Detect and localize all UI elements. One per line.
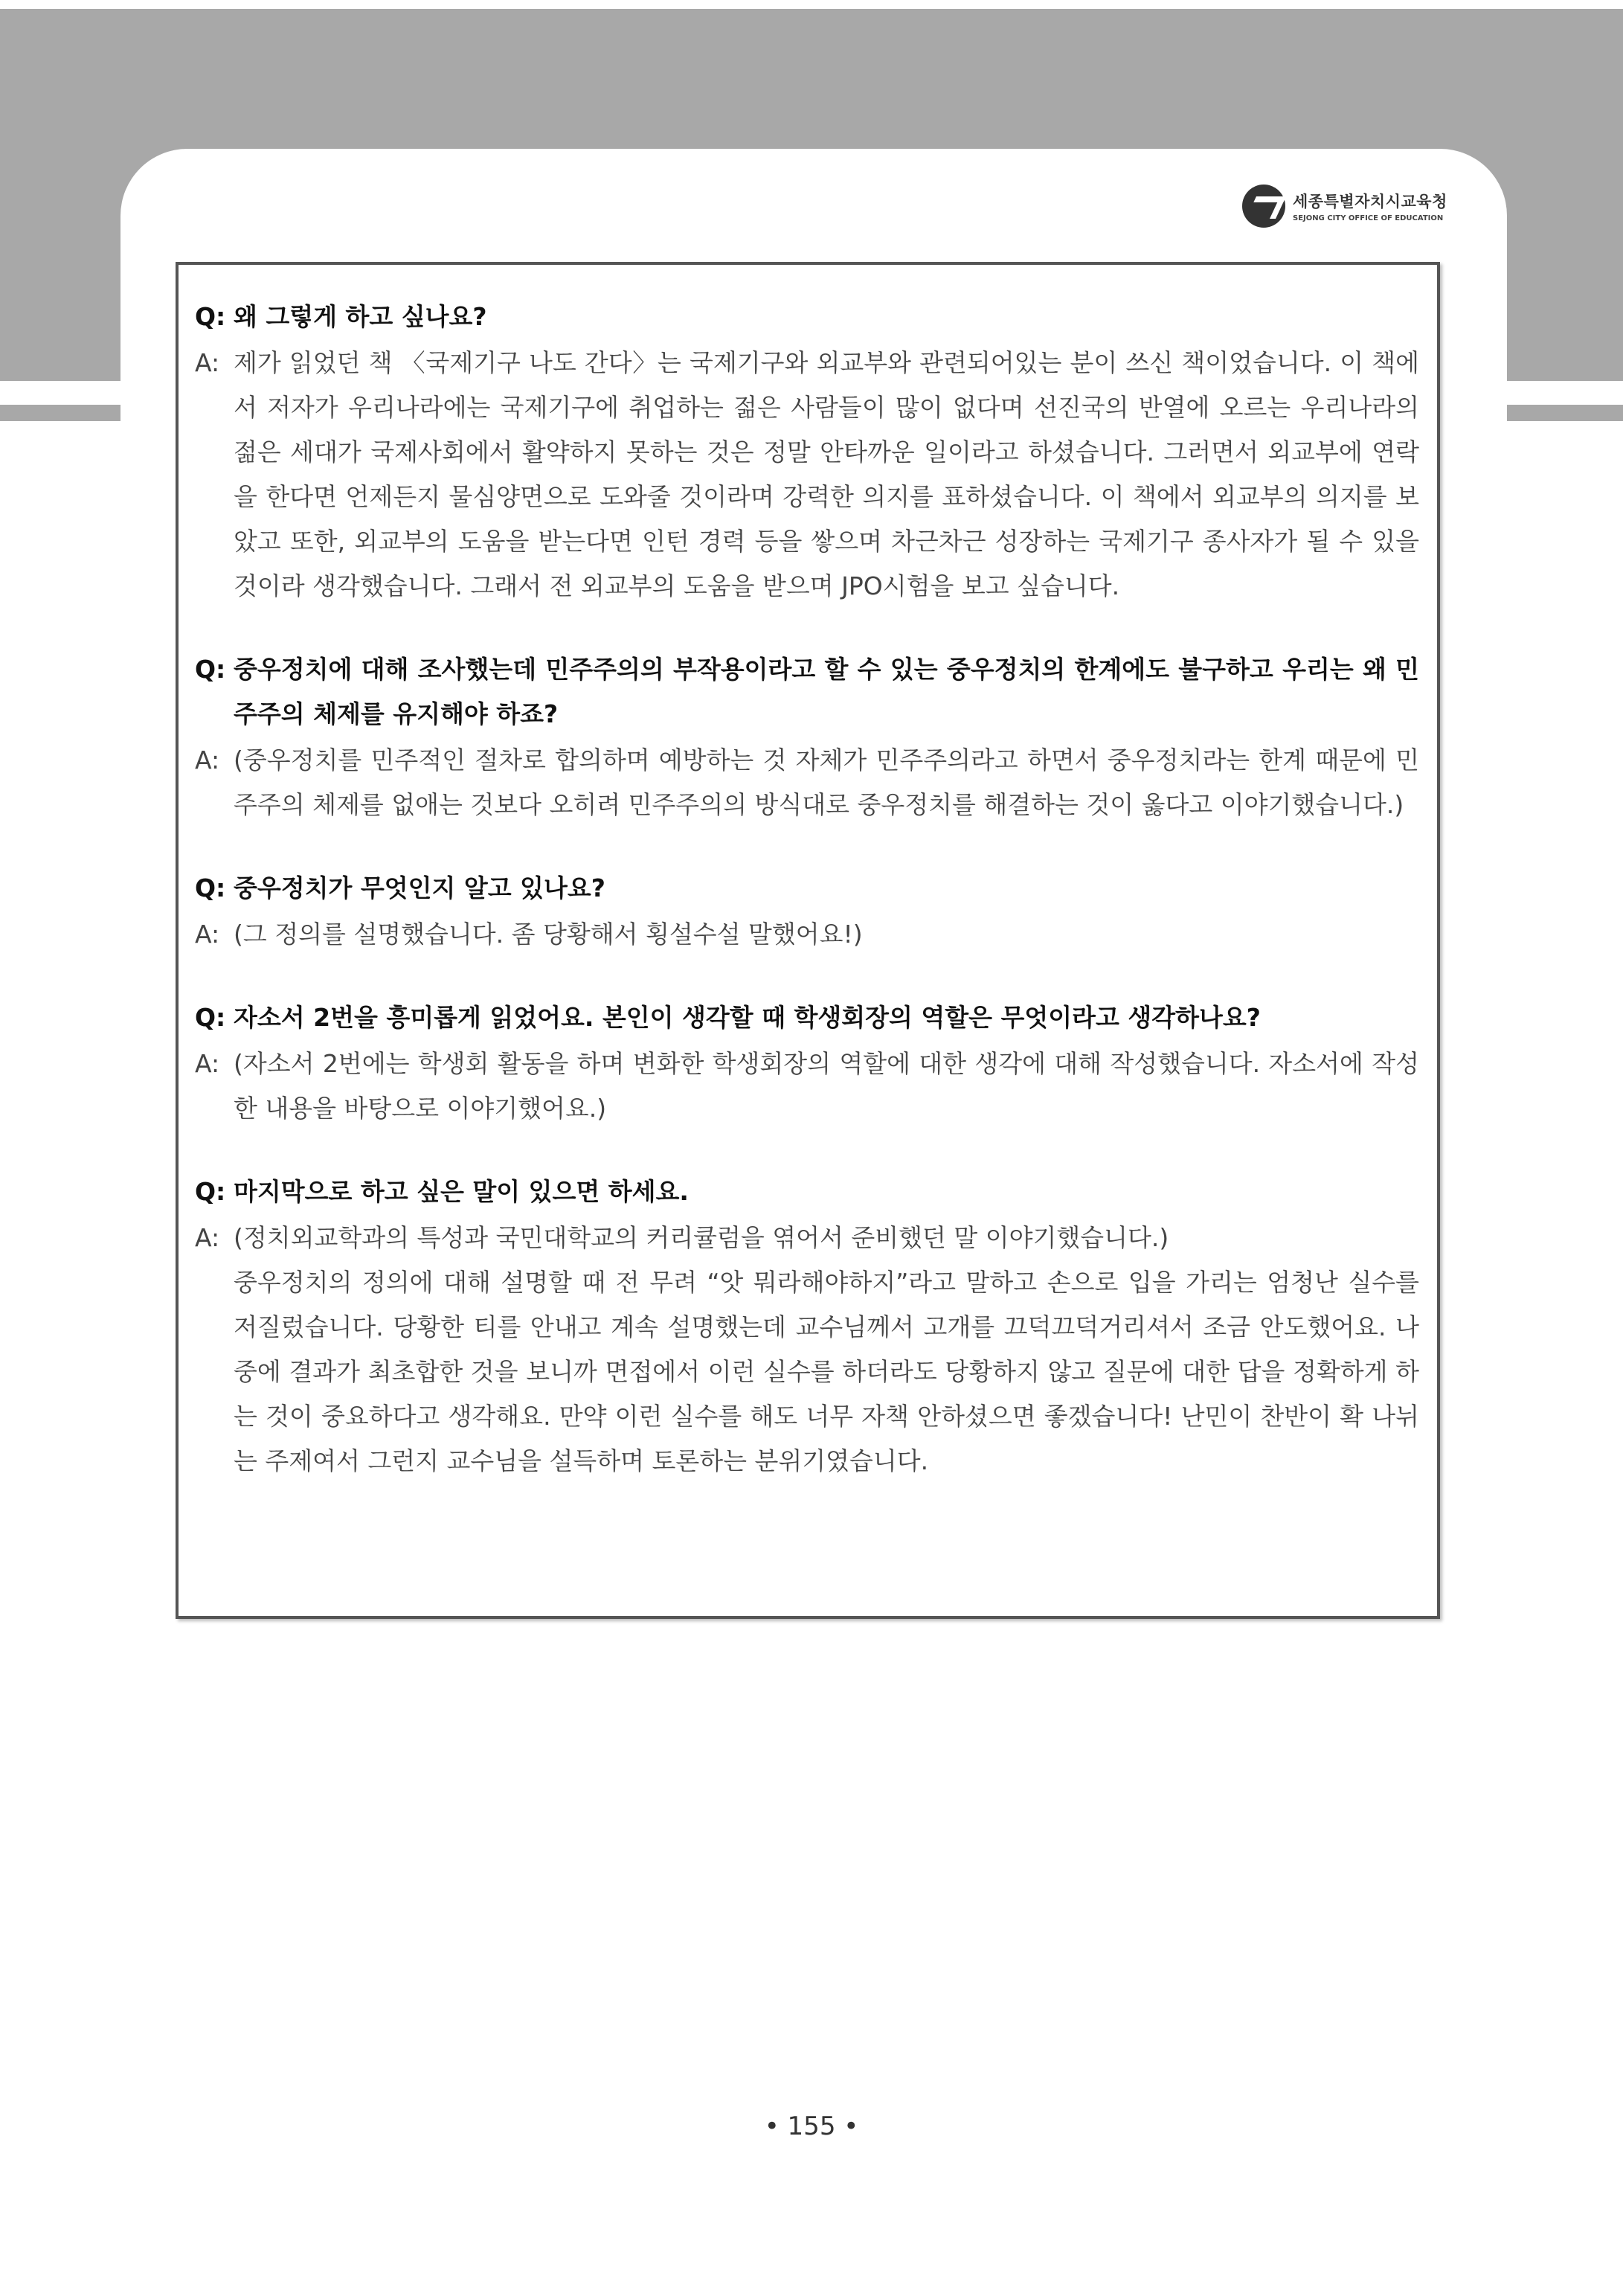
answer-prefix: A: xyxy=(195,1049,220,1078)
question-prefix: Q: xyxy=(195,873,226,902)
question-5 xyxy=(195,1170,1419,1214)
question-3 xyxy=(195,866,1419,911)
answer-1 xyxy=(195,341,1419,609)
question-prefix: Q: xyxy=(195,655,226,684)
answer-text-extra: 중우정치의 정의에 대해 설명할 때 전 무려 “앗 뭐라해야하지”라고 말하고 손으로 입을 가리는 엄청난 실수를 저질렀습니다. 당황한 티를 안내고 계속 설명했는데 교수님께서 고개를 끄덕끄덕거리셔서 조금 안도했어요. 나중에 결과가 최초합한 것을 보니까 면접에서 이런 실수를 하더라도 당황하지 않고 질문에 대한 답을 정확하게 하는 것이 중요하다고 생각해요. 만약 이런 실수를 해도 너무 자책 안하셨으면 좋겠습니다! 난민이 찬반이 확 나뉘는 주제여서 그런지 교수님을 설득하며 토론하는 분위기였습니다. xyxy=(234,1268,1419,1475)
question-prefix: Q: xyxy=(195,302,226,331)
question-prefix: Q: xyxy=(195,1177,226,1206)
answer-5 xyxy=(195,1216,1419,1484)
org-logo xyxy=(1242,185,1447,228)
answer-prefix: A: xyxy=(195,348,220,377)
page-number: • 155 • xyxy=(764,2111,859,2141)
question-text: 왜 그렇게 하고 싶나요? xyxy=(234,302,487,331)
org-name-english: SEJONG CITY OFFICE OF EDUCATION xyxy=(1293,214,1444,222)
answer-2 xyxy=(195,738,1419,827)
question-text: 마지막으로 하고 싶은 말이 있으면 하세요. xyxy=(234,1177,689,1206)
answer-text: (그 정의를 설명했습니다. 좀 당황해서 횡설수설 말했어요!) xyxy=(234,920,863,949)
qa-item-2 xyxy=(195,647,1419,827)
answer-prefix: A: xyxy=(195,745,220,775)
right-side-bar xyxy=(1505,405,1623,421)
qa-box xyxy=(176,262,1440,1619)
qa-item-5 xyxy=(195,1170,1419,1484)
answer-prefix: A: xyxy=(195,1223,220,1252)
answer-text: (자소서 2번에는 학생회 활동을 하며 변화한 학생회장의 역할에 대한 생각에 대해 작성했습니다. 자소서에 작성한 내용을 바탕으로 이야기했어요.) xyxy=(234,1049,1419,1123)
org-name-korean: 세종특별자치시교육청 xyxy=(1293,193,1447,211)
question-prefix: Q: xyxy=(195,1003,226,1032)
answer-text: (중우정치를 민주적인 절차로 합의하며 예방하는 것 자체가 민주주의라고 하면서 중우정치라는 한계 때문에 민주주의 체제를 없애는 것보다 오히려 민주주의의 방식대로 중우정치를 해결하는 것이 옳다고 이야기했습니다.) xyxy=(234,745,1419,819)
top-edge-line xyxy=(0,0,1623,9)
question-4 xyxy=(195,995,1419,1040)
left-side-bar xyxy=(0,405,123,421)
question-text: 자소서 2번을 흥미롭게 읽었어요. 본인이 생각할 때 학생회장의 역할은 무엇이라고 생각하나요? xyxy=(234,1003,1261,1032)
qa-item-4 xyxy=(195,995,1419,1131)
answer-3 xyxy=(195,912,1419,957)
question-text: 중우정치가 무엇인지 알고 있나요? xyxy=(234,873,605,902)
answer-prefix: A: xyxy=(195,920,220,949)
question-1 xyxy=(195,295,1419,339)
question-2 xyxy=(195,647,1419,737)
qa-item-1 xyxy=(195,295,1419,609)
qa-item-3 xyxy=(195,866,1419,957)
question-text: 중우정치에 대해 조사했는데 민주주의의 부작용이라고 할 수 있는 중우정치의 한계에도 불구하고 우리는 왜 민주주의 체제를 유지해야 하죠? xyxy=(234,655,1419,728)
answer-text: (정치외교학과의 특성과 국민대학교의 커리큘럼을 엮어서 준비했던 말 이야기했습니다.) xyxy=(234,1223,1169,1252)
answer-text: 제가 읽었던 책 〈국제기구 나도 간다〉는 국제기구와 외교부와 관련되어있는 분이 쓰신 책이었습니다. 이 책에서 저자가 우리나라에는 국제기구에 취업하는 젊은 사람들이 많이 없다며 선진국의 반열에 오르는 우리나라의 젊은 세대가 국제사회에서 활약하지 못하는 것은 정말 안타까운 일이라고 하셨습니다. 그러면서 외교부에 연락을 한다면 언제든지 물심양면으로 도와줄 것이라며 강력한 의지를 표하셨습니다. 이 책에서 외교부의 의지를 보았고 또한, 외교부의 도움을 받는다면 인턴 경력 등을 쌓으며 차근차근 성장하는 국제기구 종사자가 될 수 있을 것이라 생각했습니다. 그래서 전 외교부의 도움을 받으며 JPO시험을 보고 싶습니다. xyxy=(234,348,1419,600)
answer-4 xyxy=(195,1042,1419,1131)
sejong-logo-icon xyxy=(1242,185,1285,228)
